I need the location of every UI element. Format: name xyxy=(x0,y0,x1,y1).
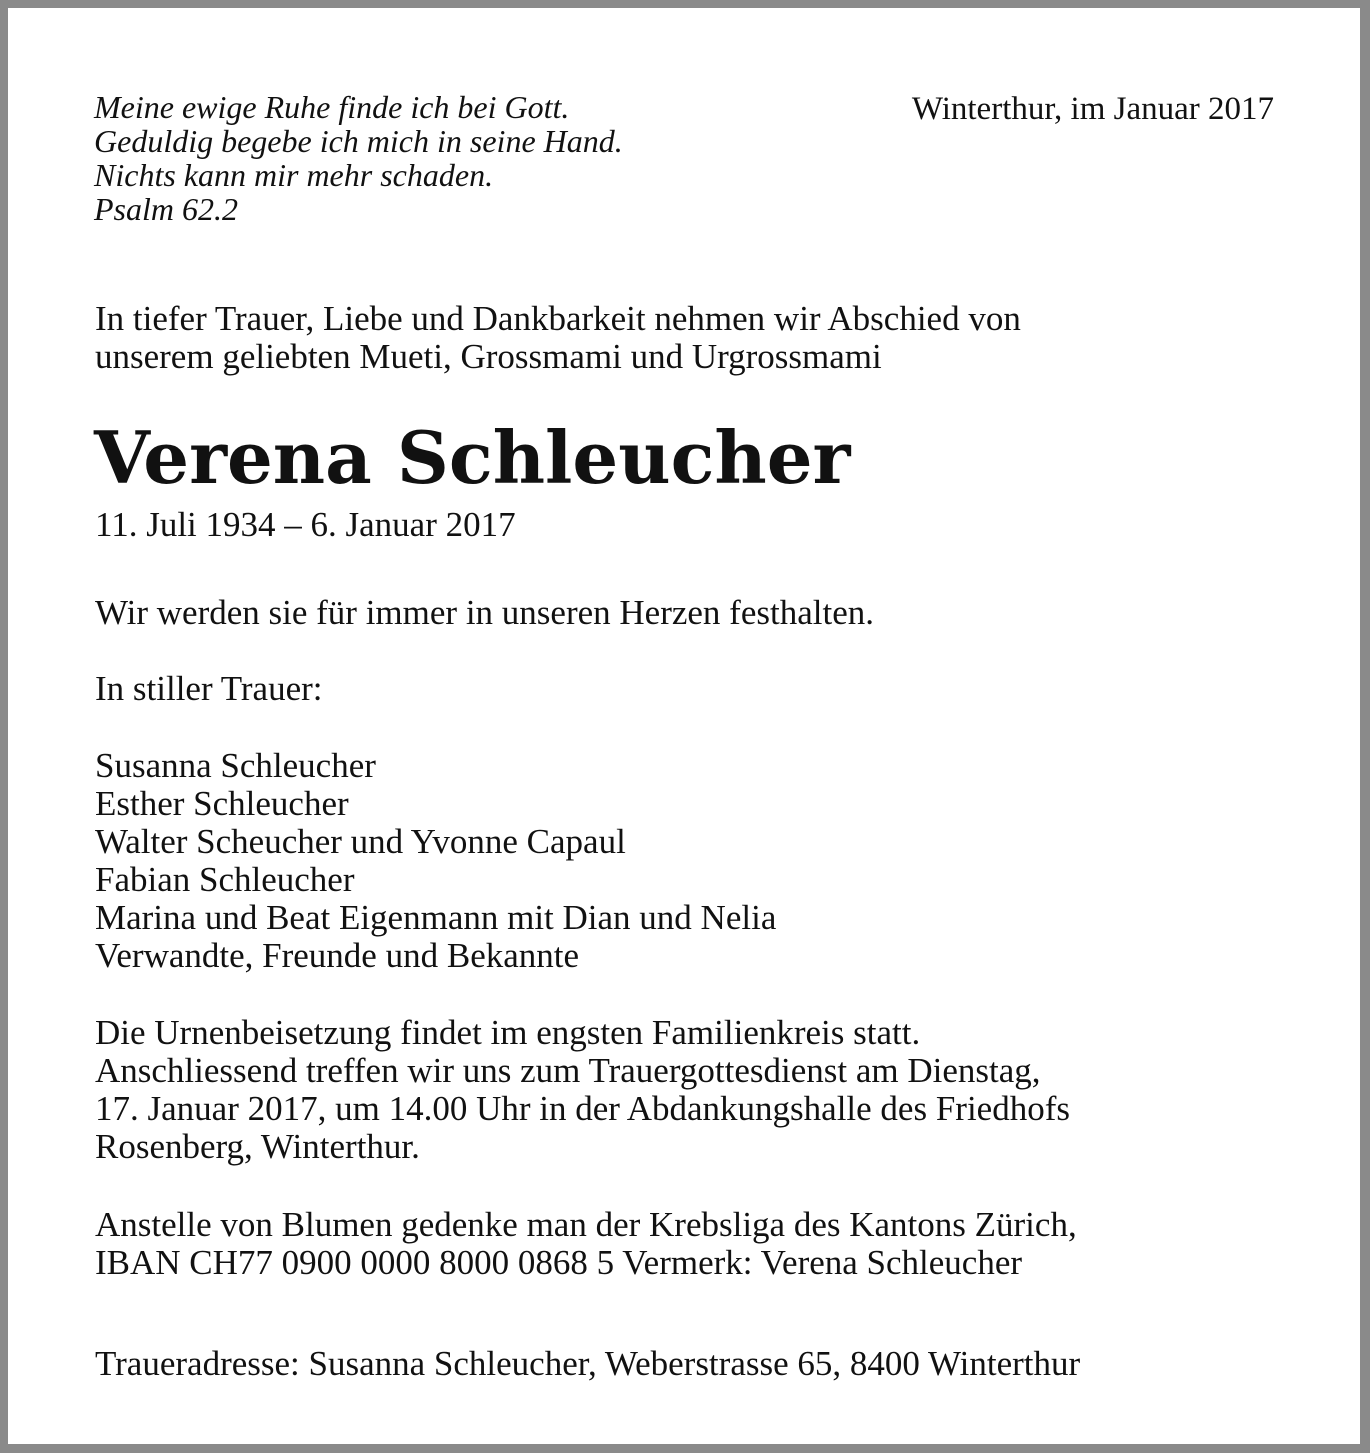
ceremony-info xyxy=(95,1014,1070,1166)
mourner-entry: Walter Scheucher und Yvonne Capaul xyxy=(95,822,626,861)
verse-line: Geduldig begebe ich mich in seine Hand. xyxy=(94,123,623,159)
place-date: Winterthur, im Januar 2017 xyxy=(911,91,1274,127)
verse-line: Nichts kann mir mehr schaden. xyxy=(94,157,494,193)
deceased-name: Verena Schleucher xyxy=(94,415,851,500)
verse-citation: Psalm 62.2 xyxy=(94,191,238,227)
obituary-page xyxy=(8,8,1360,1444)
mourner-entry: Esther Schleucher xyxy=(95,784,349,823)
donation-line: IBAN CH77 0900 0000 8000 0868 5 Vermerk: Verena Schleucher xyxy=(95,1243,1023,1282)
psalm-verse xyxy=(94,90,623,226)
mourning-address: Traueradresse: Susanna Schleucher, Weberstrasse 65, 8400 Winterthur xyxy=(95,1344,1081,1383)
intro-text xyxy=(95,300,1021,376)
donation-info xyxy=(95,1206,1077,1282)
ceremony-line: Anschliessend treffen wir uns zum Trauergottesdienst am Dienstag, xyxy=(95,1051,1041,1090)
farewell-text: Wir werden sie für immer in unseren Herzen festhalten. xyxy=(95,593,874,632)
mourning-label: In stiller Trauer: xyxy=(95,669,323,708)
ceremony-line: 17. Januar 2017, um 14.00 Uhr in der Abdankungshalle des Friedhofs xyxy=(95,1089,1070,1128)
life-dates: 11. Juli 1934 – 6. Januar 2017 xyxy=(95,505,516,544)
intro-line: unserem geliebten Mueti, Grossmami und Urgrossmami xyxy=(95,337,882,376)
mourner-entry: Marina und Beat Eigenmann mit Dian und Nelia xyxy=(95,898,777,937)
verse-line: Meine ewige Ruhe finde ich bei Gott. xyxy=(94,89,570,125)
ceremony-line: Die Urnenbeisetzung findet im engsten Familienkreis statt. xyxy=(95,1013,921,1052)
mourners-list xyxy=(95,747,776,975)
mourner-entry: Verwandte, Freunde und Bekannte xyxy=(95,936,580,975)
mourner-entry: Susanna Schleucher xyxy=(95,746,376,785)
intro-line: In tiefer Trauer, Liebe und Dankbarkeit nehmen wir Abschied von xyxy=(95,299,1021,338)
ceremony-line: Rosenberg, Winterthur. xyxy=(95,1127,420,1166)
mourner-entry: Fabian Schleucher xyxy=(95,860,355,899)
donation-line: Anstelle von Blumen gedenke man der Krebsliga des Kantons Zürich, xyxy=(95,1205,1077,1244)
